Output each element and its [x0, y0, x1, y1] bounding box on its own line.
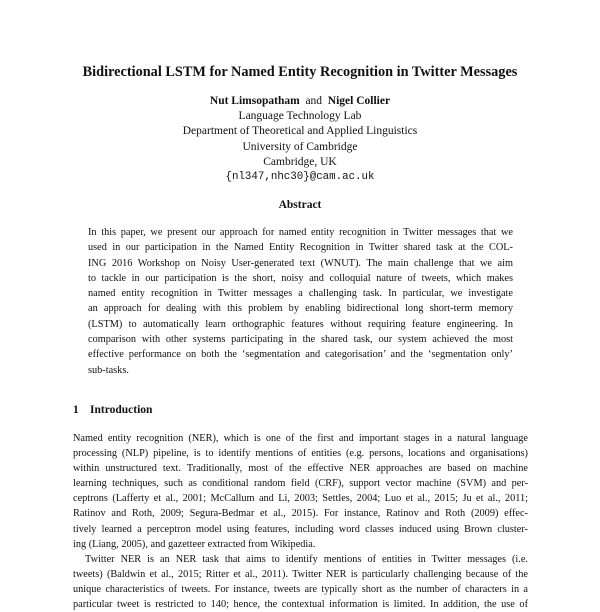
author-block	[100, 94, 500, 185]
abstract-line: effective performance on both the ‘segmentation and categorisation’ and the ‘segmentation only’	[88, 349, 513, 361]
author-name-1: Nut Limsopatham	[209, 95, 300, 107]
body-line: processing (NLP) pipeline, is to identify mentions of entities (e.g. persons, locations and organisations)	[73, 448, 528, 460]
body-line: learning techniques, such as conditional random field (CRF), support vector machine (SVM) and per-	[73, 478, 528, 490]
abstract-heading: Abstract	[278, 199, 322, 211]
body-line: tively learned a perceptron model using features, including word classes induced using Brown cluster-	[73, 523, 528, 535]
body-line: unique characteristics of tweets. For instance, tweets are typically short as the number of characters in a	[73, 583, 528, 595]
section-number: 1	[73, 404, 79, 416]
body-line: ceptrons (Lafferty et al., 2001; McCallum and Li, 2003; Settles, 2004; Luo et al., 2015; Ju et al., 2011;	[73, 493, 528, 505]
abstract-text	[88, 225, 513, 378]
abstract-line: sub-tasks.	[88, 364, 129, 376]
affiliation-line: Cambridge, UK	[263, 155, 337, 168]
abstract-line: to tackle in our participation is the short, noisy and colloquial nature of tweets, which makes	[88, 272, 513, 284]
body-line: Twitter NER is an NER task that aims to identify mentions of entities in Twitter messages (i.e.	[85, 553, 528, 565]
body-line: Named entity recognition (NER), which is one of the first and important stages in a natural language	[73, 433, 528, 444]
author-email: {nl347,nhc30}@cam.ac.uk	[225, 171, 375, 184]
section-heading	[73, 404, 152, 416]
abstract-line: an approach for dealing with this problem by enabling bidirectional long short-term memory	[88, 303, 513, 315]
abstract-line: In this paper, we present our approach for named entity recognition in Twitter messages that we	[88, 227, 513, 238]
author-conjunction: and	[305, 95, 323, 107]
abstract-line: ING 2016 Workshop on Noisy User-generated text (WNUT). The main challenge that we aim	[88, 257, 513, 269]
affiliation-line: Language Technology Lab	[238, 110, 362, 123]
body-line: particular tweet is restricted to 140; hence, the contextual information is limited. In addition, the use of	[73, 599, 528, 611]
affiliation-line: Department of Theoretical and Applied Linguistics	[182, 125, 418, 138]
body-line: ing (Liang, 2005), and gazetteer extracted from Wikipedia.	[73, 538, 316, 550]
author-names	[100, 94, 500, 109]
body-line: Ratinov and Roth, 2009; Segura-Bedmar et al., 2015). For instance, Ratinov and Roth (2009) effec-	[73, 508, 528, 520]
author-name-2: Nigel Collier	[327, 95, 391, 107]
introduction-text	[73, 431, 528, 612]
abstract-line: named entity recognition in Twitter messages a challenging task. In particular, we investigate	[88, 288, 513, 300]
section-title: Introduction	[90, 404, 153, 416]
abstract-line: used in our participation in the Named Entity Recognition in Twitter shared task at the COL-	[88, 242, 513, 254]
body-line: tweets) (Baldwin et al., 2015; Ritter et al., 2011). Twitter NER is particularly challenging because of the	[73, 568, 528, 580]
affiliation-line: University of Cambridge	[242, 140, 358, 153]
paper-title: Bidirectional LSTM for Named Entity Recognition in Twitter Messages	[82, 64, 518, 80]
abstract-line: (LSTM) to automatically learn orthographic features without requiring feature engineering. In	[88, 318, 513, 330]
abstract-line: comparison with other systems participating in the shared task, our system achieved the most	[88, 334, 513, 346]
body-line: within unstructured text. Traditionally, most of the effective NER approaches are based on machine	[73, 463, 528, 475]
